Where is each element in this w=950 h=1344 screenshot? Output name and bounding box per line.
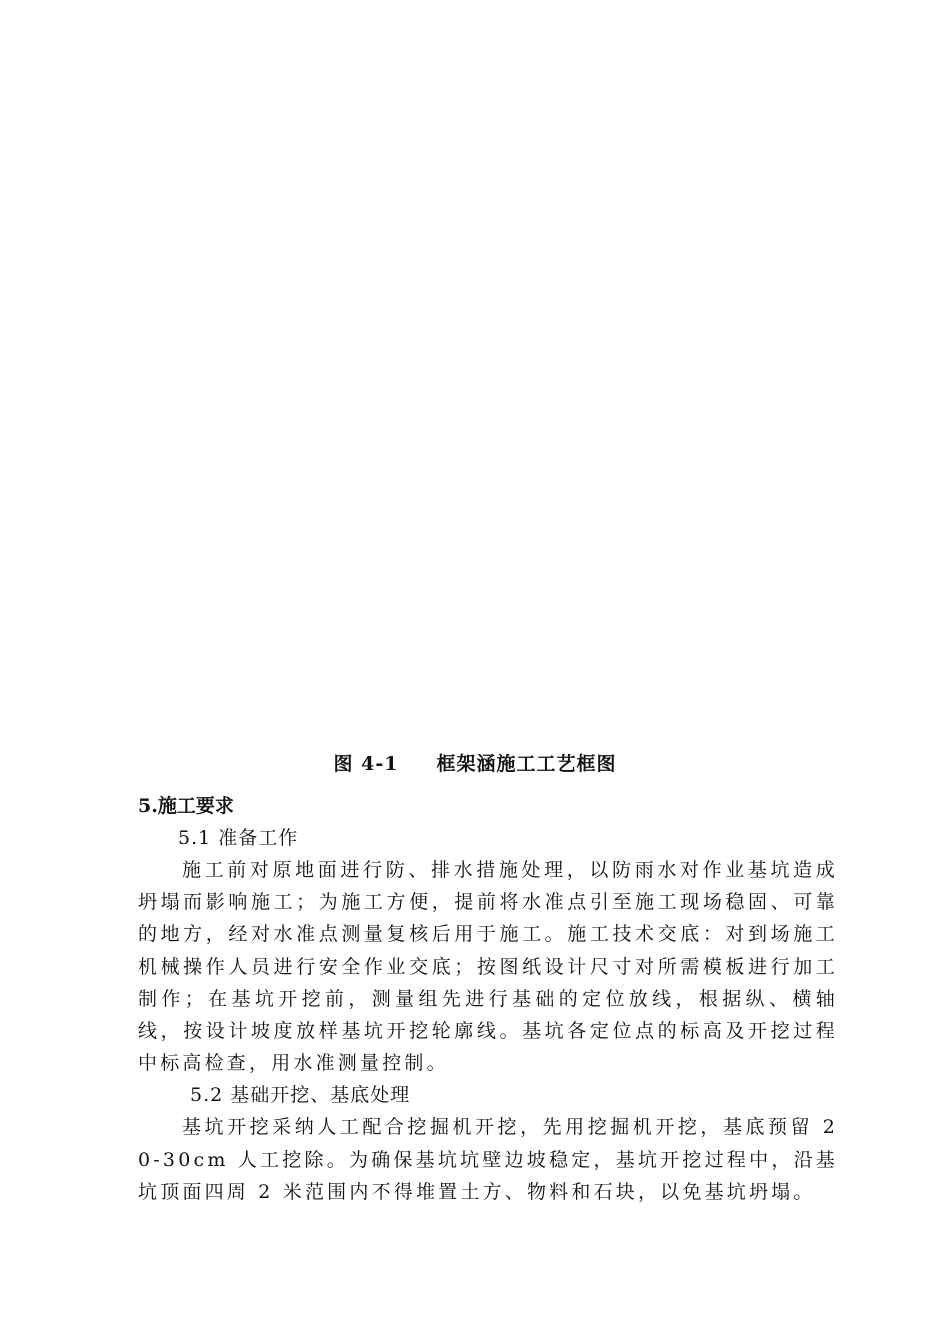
section-heading: 5.施工要求 — [138, 795, 234, 817]
figure-caption: 图 4-1 框架涵施工工艺框图 — [333, 753, 617, 775]
subsection-heading-5-2: 5.2 基础开挖、基底处理 — [190, 1084, 411, 1107]
section-content — [138, 790, 838, 1208]
subsection-heading-5-1: 5.1 准备工作 — [178, 827, 299, 849]
paragraph-5-2: 基坑开挖采纳人工配合挖掘机开挖，先用挖掘机开挖，基底预留 20-30cm 人工挖除。为确保基坑坑壁边坡稳定，基坑开挖过程中，沿基坑顶面四周 2 米范围内不得堆置土方、物料和石块，以免基坑坍塌。 — [138, 1116, 838, 1203]
paragraph-5-1: 施工前对原地面进行防、排水措施处理，以防雨水对作业基坑造成坍塌而影响施工；为施工方便，提前将水准点引至施工现场稳固、可靠的地方，经对水准点测量复核后用于施工。施工技术交底：对到场施工机械操作人员进行安全作业交底；按图纸设计尺寸对所需模板进行加工制作；在基坑开挖前，测量组先进行基础的定位放线，根据纵、横轴线，按设计坡度放样基坑开挖轮廓线。基坑各定位点的标高及开挖过程中标高检查，用水准测量控制。 — [138, 859, 838, 1075]
figure-area — [138, 60, 838, 740]
